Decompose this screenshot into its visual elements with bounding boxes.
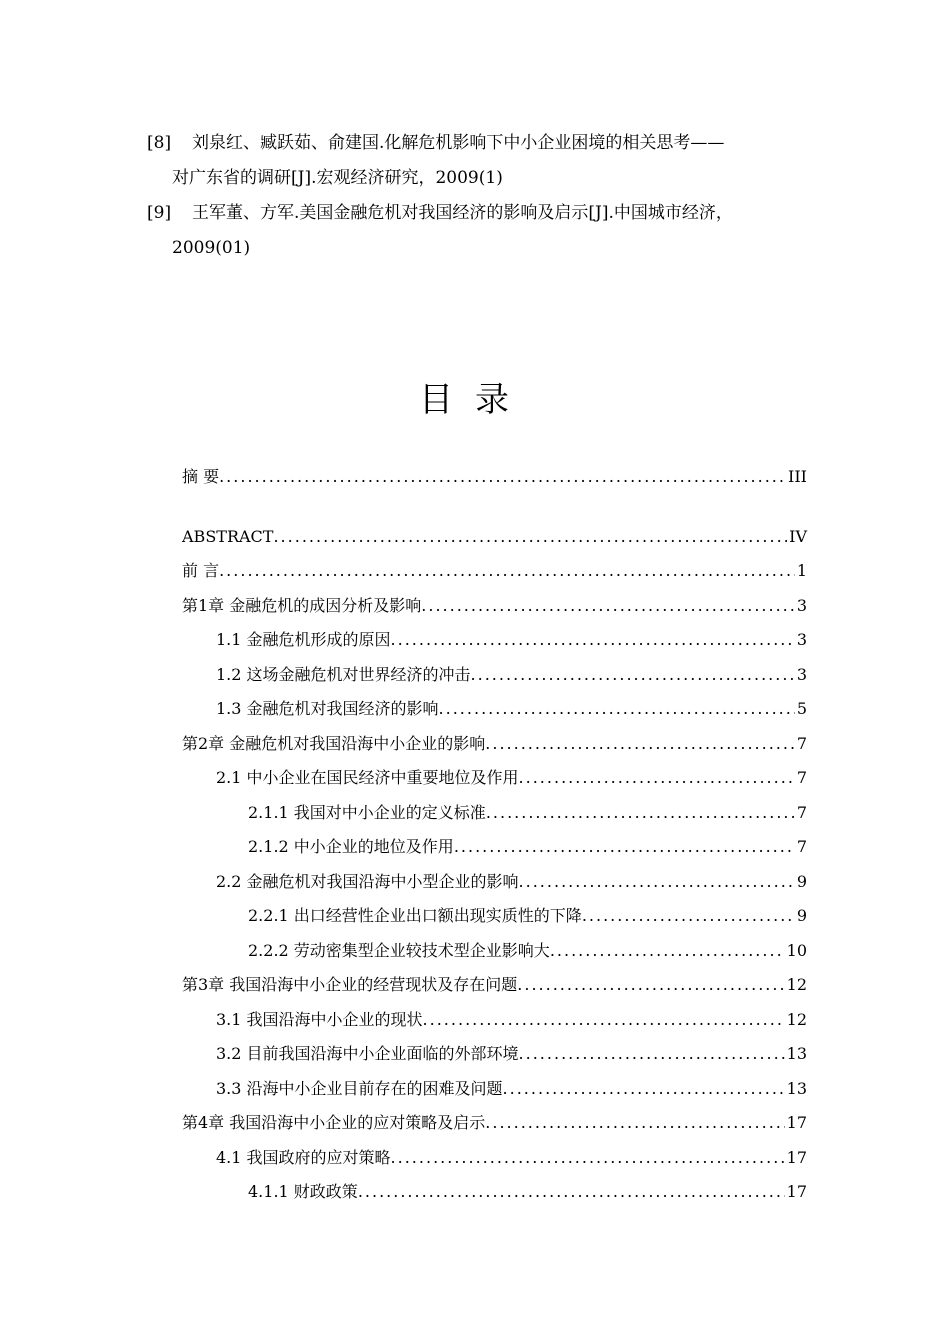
toc-entry-title: 3.2 目前我国沿海中小企业面临的外部环境	[216, 1044, 519, 1063]
toc-entry[interactable]	[182, 623, 807, 658]
toc-entry-page: 13	[786, 1044, 807, 1063]
toc-entry[interactable]	[182, 1141, 807, 1176]
toc-entry[interactable]	[182, 460, 807, 495]
toc-entry[interactable]	[182, 934, 807, 969]
toc-entry[interactable]	[182, 796, 807, 831]
toc-entry[interactable]	[182, 968, 807, 1003]
toc-entry[interactable]	[182, 865, 807, 900]
toc-entry-page: IV	[789, 526, 807, 546]
toc-entry-page: 3	[796, 595, 807, 615]
toc-entry-title: 2.1.1 我国对中小企业的定义标准	[248, 802, 486, 822]
toc-entry-title: 第2章 金融危机对我国沿海中小企业的影响	[182, 733, 486, 753]
toc-entry-page: 7	[796, 733, 807, 753]
toc-dot-leader	[421, 589, 795, 624]
toc-entry[interactable]	[182, 830, 807, 865]
toc-dot-leader	[517, 968, 784, 1003]
reference-number: [8]	[147, 133, 172, 153]
toc-entry-title: 1.2 这场金融危机对世界经济的冲击	[216, 664, 471, 684]
toc-dot-leader	[486, 796, 795, 831]
toc-entry[interactable]	[182, 658, 807, 693]
toc-entry-page: III	[788, 467, 807, 486]
toc-entry-page: 17	[786, 1113, 807, 1132]
toc-entry-page: 12	[786, 975, 807, 994]
toc-entry[interactable]	[182, 520, 807, 555]
toc-dot-leader	[550, 934, 785, 969]
toc-dot-leader	[423, 1003, 785, 1038]
reference-text: 王军董、方军.美国金融危机对我国经济的影响及启示[J].中国城市经济，	[192, 203, 733, 223]
toc-dot-leader	[454, 830, 795, 865]
toc-entry-page: 9	[796, 871, 807, 891]
toc-dot-leader	[391, 1141, 785, 1176]
toc-entry-page: 7	[796, 768, 807, 787]
toc-entry[interactable]	[182, 727, 807, 762]
toc-entry-page: 3	[796, 664, 807, 684]
toc-dot-leader	[519, 865, 795, 900]
toc-entry[interactable]	[182, 1175, 807, 1210]
toc-dot-leader	[485, 1106, 784, 1141]
toc-entry-title: ABSTRACT	[182, 526, 274, 546]
toc-entry-page: 7	[796, 802, 807, 822]
toc-dot-leader	[485, 727, 795, 762]
toc-entry-page: 10	[786, 940, 807, 960]
toc-entry-page: 9	[796, 906, 807, 925]
toc-entry-title: 2.1.2 中小企业的地位及作用	[248, 837, 454, 856]
toc-entry-title: 4.1.1 财政政策	[248, 1182, 358, 1201]
toc-entry-page: 12	[786, 1009, 807, 1029]
toc-entry-title: 第1章 金融危机的成因分析及影响	[182, 595, 422, 615]
table-of-contents	[182, 460, 807, 1210]
toc-entry[interactable]	[182, 692, 807, 727]
toc-entry-page: 7	[796, 837, 807, 856]
reference-text-continued: 对广东省的调研[J].宏观经济研究，2009(1)	[172, 168, 503, 188]
reference-list	[147, 126, 817, 266]
toc-title: 目录	[419, 380, 531, 420]
toc-entry-title: 前 言	[182, 561, 220, 580]
toc-entry[interactable]	[182, 554, 807, 589]
toc-entry[interactable]	[182, 899, 807, 934]
toc-entry[interactable]	[182, 1037, 807, 1072]
toc-entry-title: 1.3 金融危机对我国经济的影响	[216, 699, 439, 718]
toc-dot-leader	[219, 460, 786, 495]
toc-dot-leader	[503, 1072, 785, 1107]
reference-item	[147, 196, 817, 266]
toc-entry-title: 2.2 金融危机对我国沿海中小型企业的影响	[216, 871, 519, 891]
toc-entry-page: 1	[796, 561, 807, 580]
toc-entry[interactable]	[182, 1072, 807, 1107]
toc-entry-title: 摘 要	[182, 467, 220, 486]
toc-dot-leader	[519, 761, 795, 796]
toc-entry-title: 2.1 中小企业在国民经济中重要地位及作用	[216, 768, 519, 787]
toc-entry-title: 3.1 我国沿海中小企业的现状	[216, 1009, 423, 1029]
toc-entry-page: 17	[786, 1147, 807, 1167]
toc-entry-title: 1.1 金融危机形成的原因	[216, 630, 391, 649]
toc-dot-leader	[219, 554, 795, 589]
reference-text: 刘泉红、臧跃茹、俞建国.化解危机影响下中小企业困境的相关思考——	[192, 133, 725, 153]
reference-item	[147, 126, 817, 196]
toc-entry-page: 17	[786, 1182, 807, 1201]
toc-entry-title: 第3章 我国沿海中小企业的经营现状及存在问题	[182, 975, 518, 994]
toc-entry-title: 4.1 我国政府的应对策略	[216, 1147, 391, 1167]
toc-entry-title: 2.2.2 劳动密集型企业较技术型企业影响大	[248, 940, 550, 960]
toc-entry[interactable]	[182, 589, 807, 624]
toc-entry-page: 13	[786, 1078, 807, 1098]
toc-entry[interactable]	[182, 761, 807, 796]
toc-dot-leader	[358, 1175, 785, 1210]
toc-entry-page: 5	[796, 699, 807, 718]
toc-entry-page: 3	[796, 630, 807, 649]
toc-entry[interactable]	[182, 1106, 807, 1141]
toc-entry-title: 第4章 我国沿海中小企业的应对策略及启示	[182, 1113, 486, 1132]
toc-dot-leader	[439, 692, 795, 727]
reference-number: [9]	[147, 203, 172, 223]
toc-entry-title: 2.2.1 出口经营性企业出口额出现实质性的下降	[248, 906, 582, 925]
toc-dot-leader	[471, 658, 795, 693]
toc-entry-title: 3.3 沿海中小企业目前存在的困难及问题	[216, 1078, 503, 1098]
toc-dot-leader	[273, 520, 787, 555]
toc-dot-leader	[519, 1037, 785, 1072]
reference-text-continued: 2009(01)	[172, 238, 251, 258]
toc-dot-leader	[391, 623, 795, 658]
toc-dot-leader	[582, 899, 795, 934]
toc-entry[interactable]	[182, 1003, 807, 1038]
